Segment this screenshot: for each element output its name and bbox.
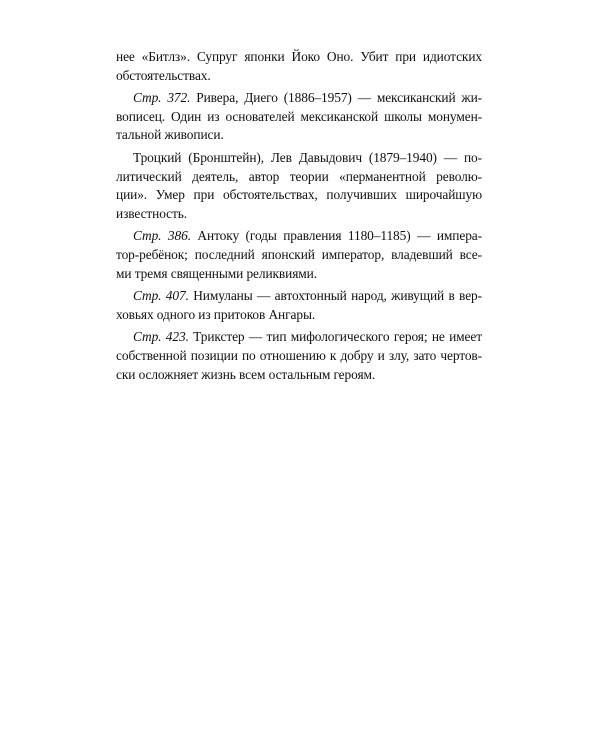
text-line: обстоятельствах.: [116, 67, 211, 83]
text-line: ски осложняет жизнь всем остальным героям.: [116, 366, 376, 382]
page-text: [116, 48, 482, 388]
text-line: вописец. Один из основателей мексиканской школы монумен-: [116, 108, 482, 124]
note-paragraph-3: [116, 149, 482, 223]
page-reference: Стр. 372.: [133, 90, 191, 106]
text-line: нее «Битлз». Супруг японки Йоко Оно. Убит при идиотских: [116, 49, 482, 64]
text-line: Стр. 407. Нимуланы — автохтонный народ, живущий в вер-: [133, 288, 482, 304]
page-reference: Стр. 423.: [133, 329, 189, 345]
text-line: Стр. 423. Трикстер — тип мифологического героя; не имеет: [133, 329, 482, 345]
text-line: известность.: [116, 205, 188, 221]
note-paragraph-2: [116, 89, 482, 145]
page-reference: Стр. 386.: [133, 228, 191, 244]
text-line: собственной позиции по отношению к добру и злу, зато чертов-: [116, 347, 482, 363]
text-line: ховьях одного из притоков Ангары.: [116, 306, 316, 322]
text-line: ми тремя священными реликвиями.: [116, 265, 317, 281]
text-line: литический деятель, автор теории «перманентной револю-: [116, 168, 482, 184]
text-line: ции». Умер при обстоятельствах, получивших широчайшую: [116, 187, 482, 203]
note-paragraph-6: [116, 328, 482, 384]
page-reference: Стр. 407.: [133, 288, 189, 304]
text-line: тальной живописи.: [116, 127, 224, 143]
text-line: тор-ребёнок; последний японский император, владевший все-: [116, 246, 482, 262]
note-paragraph-4: [116, 227, 482, 283]
text-line: Стр. 372. Ривера, Диего (1886–1957) — мексиканский жи-: [133, 90, 482, 106]
text-line: Стр. 386. Антоку (годы правления 1180–1185) — импера-: [133, 228, 483, 244]
note-paragraph-5: [116, 287, 482, 324]
text-line: Троцкий (Бронштейн), Лев Давыдович (1879–1940) — по-: [133, 149, 482, 165]
note-paragraph-1: [116, 48, 482, 85]
